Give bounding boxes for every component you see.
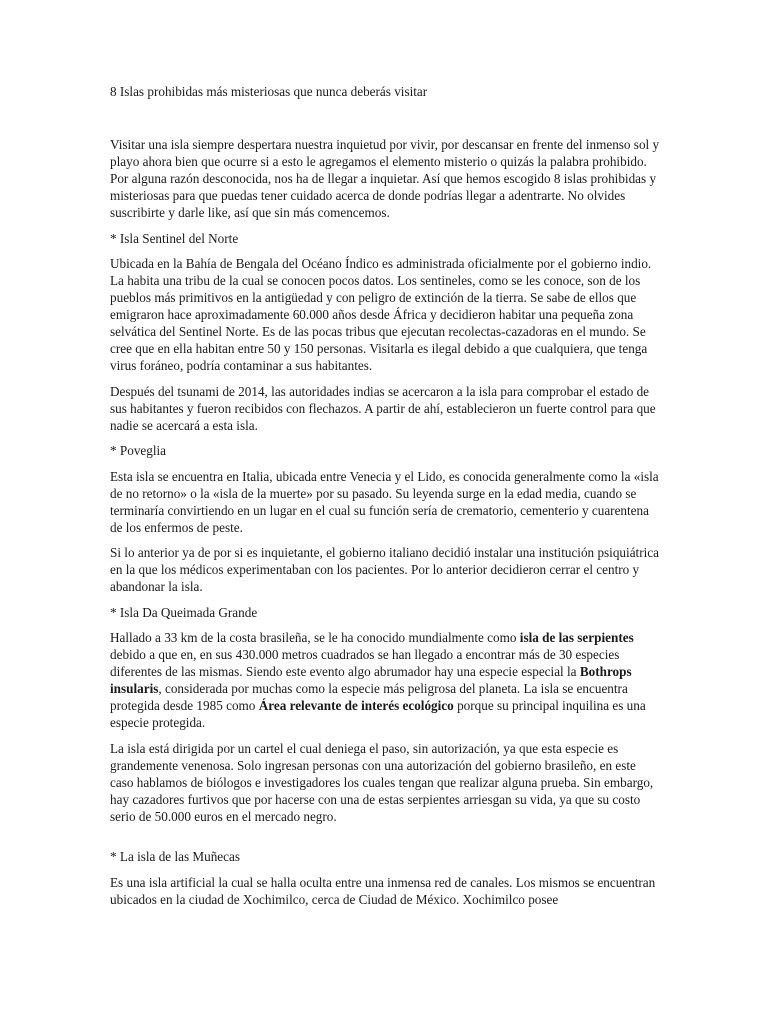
queimada-paragraph-1 <box>110 629 660 731</box>
blank-line <box>110 833 660 848</box>
queimada-text-e: , considerada por muchas como la especie más peligrosa del planeta. La isla se encuentra protegida desde 1985 como <box>110 681 628 713</box>
section-heading-poveglia: * Poveglia <box>110 443 167 458</box>
intro-paragraph: Visitar una isla siempre despertara nuestra inquietud por vivir, por descansar en frente del inmenso sol y playo ahora bien que ocurre si a esto le agregamos el elemento misterio o quizás la palabra prohibido. Por alguna razón desconocida, nos ha de llegar a inquietar. Así que hemos escogido 8 islas prohibidas y misteriosas para que puedas tener cuidado acerca de donde podrías llegar a adentrarte. No olvides suscribirte y darle like, así que sin más comencemos. <box>110 137 660 220</box>
queimada-bold-area: Área relevante de interés ecológico <box>258 698 454 713</box>
queimada-text-c: debido a que en, en sus 430.000 metros cuadrados se han llegado a encontrar más de 30 especies diferentes de las mismas. Siendo este evento algo abrumador hay una especie especial la <box>110 647 620 679</box>
poveglia-paragraph-1: Esta isla se encuentra en Italia, ubicada entre Venecia y el Lido, es conocida generalmente como la «isla de no retorno» o la «isla de la muerte» por su pasado. Su leyenda surge en la edad media, cuando se terminaría convirtiendo en un lugar en el cual su función sería de crematorio, cementerio y cuarentena de los enfermos de peste. <box>110 468 659 535</box>
document-title: 8 Islas prohibidas más misteriosas que nunca deberás visitar <box>110 84 428 99</box>
queimada-text-g: porque su principal inquilina es una especie protegida. <box>110 698 646 730</box>
queimada-text-a: Hallado a 33 km de la costa brasileña, se le ha conocido mundialmente como <box>110 630 520 645</box>
queimada-bold-serpientes: isla de las serpientes <box>519 630 634 645</box>
queimada-paragraph-2: La isla está dirigida por un cartel el cual deniega el paso, sin autorización, ya que esta especie es grandemente venenosa. Solo ingresan personas con una autorización del gobierno brasileño, en este caso hablamos de biólogos e investigadores los cuales tengan que realizar alguna prueba. Sin embargo, hay cazadores furtivos que por hacerse con una de estas serpientes arriesgan su vida, ya que su costo serio de 50.000 euros en el mercado negro. <box>110 740 654 824</box>
sentinel-paragraph-2: Después del tsunami de 2014, las autoridades indias se acercaron a la isla para comprobar el estado de sus habitantes y fueron recibidos con flechazos. A partir de ahí, establecieron un fuerte control para que nadie se acercará a esta isla. <box>110 383 656 433</box>
queimada-bold-bothrops: Bothrops insularis <box>110 664 632 696</box>
section-heading-munecas: * La isla de las Muñecas <box>110 849 241 864</box>
section-heading-sentinel: * Isla Sentinel del Norte <box>110 230 239 246</box>
munecas-paragraph-1: Es una isla artificial la cual se halla oculta entre una inmensa red de canales. Los mismos se encuentran ubicados en la ciudad de Xochimilco, cerca de Ciudad de México. Xochimilco posee <box>110 874 656 907</box>
poveglia-paragraph-2: Si lo anterior ya de por si es inquietante, el gobierno italiano decidió instalar una institución psiquiátrica en la que los médicos experimentaban con los pacientes. Por lo anterior decidieron cerrar el centro y abandonar la isla. <box>110 545 659 594</box>
section-heading-queimada: * Isla Da Queimada Grande <box>110 604 258 620</box>
sentinel-paragraph-1: Ubicada en la Bahía de Bengala del Océano Índico es administrada oficialmente por el gobierno indio. La habita una tribu de la cual se conocen pocos datos. Los sentineles, como se les conoce, son de los pueblos más primitivos en la antigüedad y con peligro de extinción de la tierra. Se sabe de ellos que emigraron hace aproximadamente 60.000 años desde África y decidieron habitar una pequeña zona selvática del Sentinel Norte. Es de las pocas tribus que ejecutan recolectas-cazadoras en el mundo. Se cree que en ella habitan entre 50 y 150 personas. Visitarla es ilegal debido a que cualquiera, que tenga virus foráneo, podría contaminar a sus habitantes. <box>110 256 652 373</box>
document-page <box>110 83 660 916</box>
